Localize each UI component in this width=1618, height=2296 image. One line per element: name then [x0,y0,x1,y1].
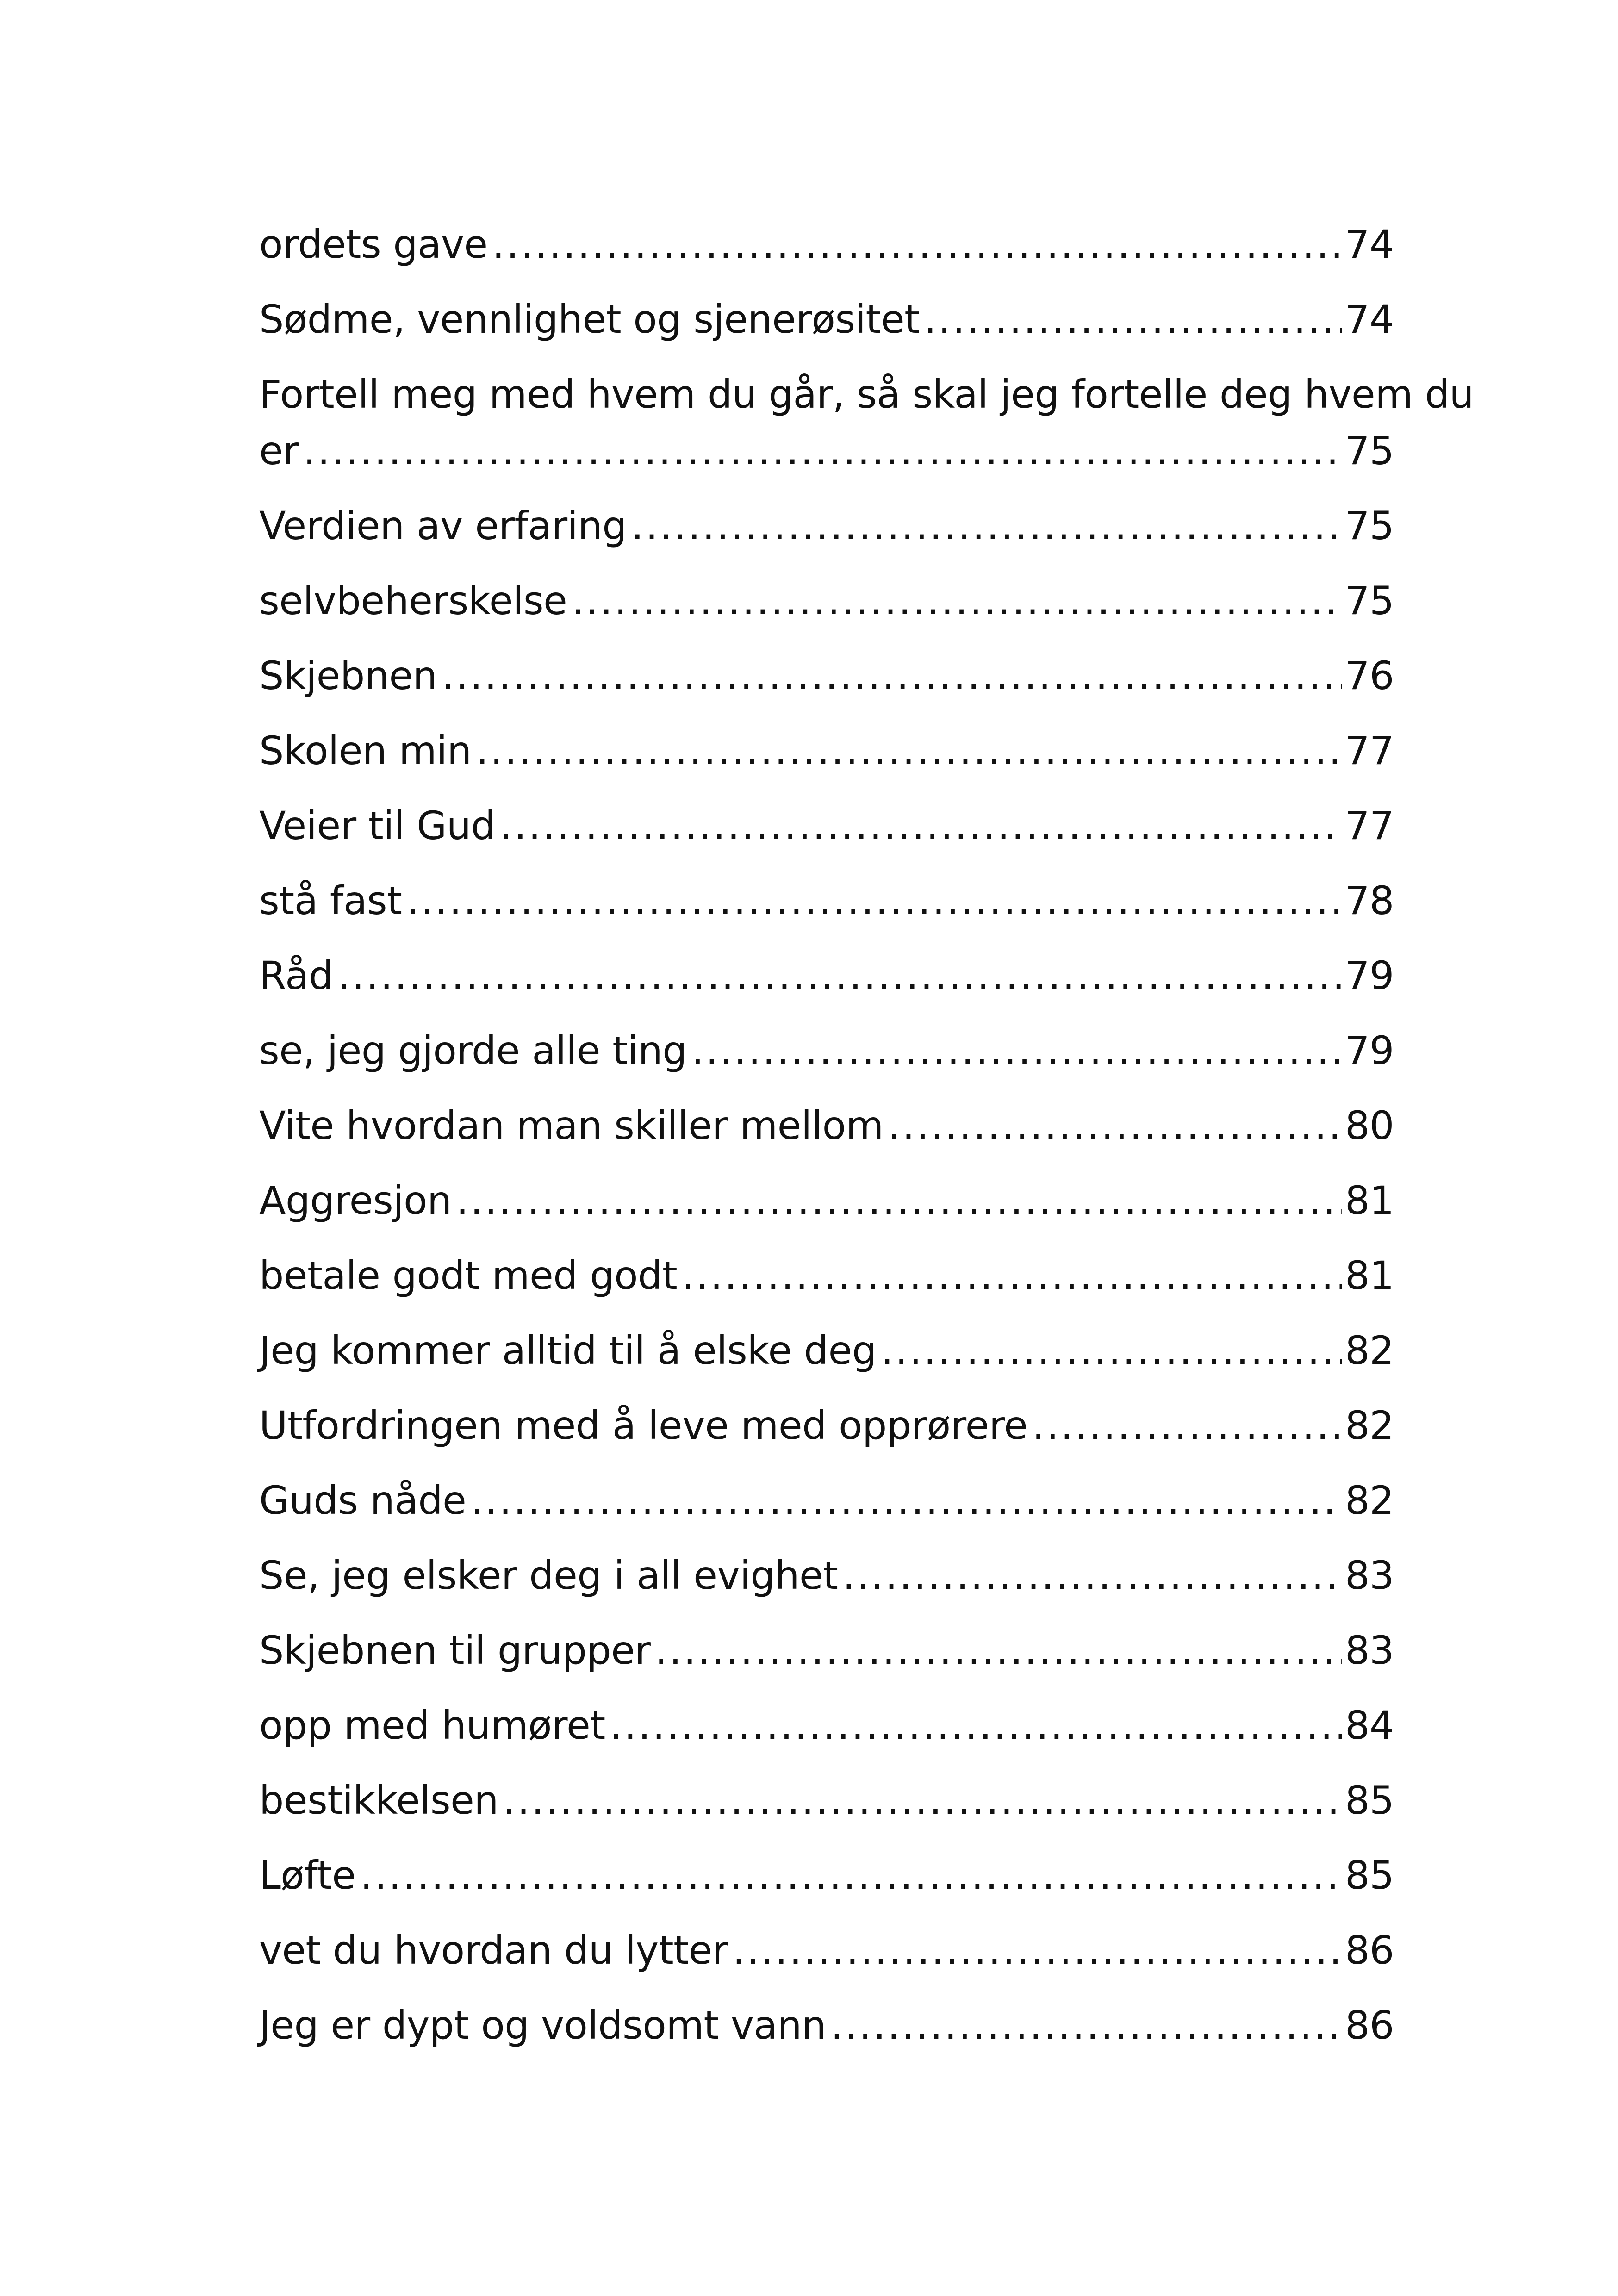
dot-leader [881,1318,1342,1383]
toc-entry[interactable] [259,362,1474,493]
dot-leader [303,418,1342,483]
toc-entry[interactable] [259,568,1394,643]
toc-entry-title: opp med humøret [259,1703,605,1748]
dot-leader [476,718,1342,783]
toc-entry-page: 83 [1345,1628,1394,1673]
toc-entry-page: 84 [1345,1703,1394,1748]
dot-leader [843,1543,1343,1608]
dot-leader [924,287,1343,352]
toc-entry-title: Skolen min [259,728,472,773]
toc-entry-page: 79 [1345,1028,1394,1073]
toc-entry[interactable] [259,643,1394,718]
toc-entry-title: se, jeg gjorde alle ting [259,1028,687,1073]
toc-entry[interactable] [259,1018,1394,1093]
toc-entry-title: Skjebnen til grupper [259,1628,651,1673]
toc-entry-page: 85 [1345,1853,1394,1898]
toc-entry-title: Aggresjon [259,1178,452,1223]
toc-entry[interactable] [259,493,1394,568]
toc-entry-title: stå fast [259,878,402,923]
toc-entry[interactable] [259,1468,1394,1543]
toc-entry-title: ordets gave [259,222,488,267]
dot-leader [407,868,1342,933]
toc-entry-title: Fortell meg med hvem du går, så skal jeg fortelle deg hvem du [259,372,1474,417]
toc-entry-title-continuation: er [259,428,299,473]
toc-entry-page: 81 [1345,1253,1394,1298]
dot-leader [492,212,1343,277]
dot-leader [456,1168,1342,1233]
toc-entry-page: 86 [1345,1928,1394,1973]
toc-entry[interactable] [259,287,1394,362]
dot-leader [442,643,1342,708]
dot-leader [500,793,1342,858]
toc-entry-page: 75 [1345,503,1394,548]
toc-entry-page: 80 [1345,1103,1394,1148]
toc-entry-page: 78 [1345,878,1394,923]
toc-entry-page: 86 [1345,2003,1394,2048]
dot-leader [471,1468,1342,1533]
toc-entry[interactable] [259,212,1394,287]
toc-entry[interactable] [259,718,1394,793]
toc-entry-page: 82 [1345,1478,1394,1523]
dot-leader [682,1243,1342,1308]
toc-entry[interactable] [259,1168,1394,1243]
toc-entry[interactable] [259,1618,1394,1693]
toc-entry-title: betale godt med godt [259,1253,678,1298]
toc-entry-title: Se, jeg elsker deg i all evighet [259,1553,838,1598]
toc-entry-title: Råd [259,953,333,998]
dot-leader [631,493,1342,558]
toc-entry[interactable] [259,793,1394,868]
toc-entry-page: 76 [1345,653,1394,698]
dot-leader [691,1018,1342,1083]
toc-entry-title: bestikkelsen [259,1778,499,1823]
toc-entry-page: 75 [1345,428,1394,473]
toc-entry-title: selvbeherskelse [259,578,567,623]
toc-entry[interactable] [259,1843,1394,1918]
toc-entry-title: Jeg kommer alltid til å elske deg [259,1328,877,1373]
toc-entry-title: Skjebnen [259,653,437,698]
toc-entry-title: Veier til Gud [259,803,496,848]
toc-entry-page: 82 [1345,1328,1394,1373]
dot-leader [888,1093,1342,1158]
toc-entry[interactable] [259,1993,1394,2068]
toc-entry[interactable] [259,1393,1394,1468]
toc-entry-page: 77 [1345,728,1394,773]
toc-entry-page: 74 [1345,222,1394,267]
dot-leader [733,1918,1342,1983]
table-of-contents [259,212,1474,2068]
dot-leader [610,1693,1342,1758]
toc-entry-title: Løfte [259,1853,356,1898]
dot-leader [572,568,1342,633]
toc-entry[interactable] [259,943,1394,1018]
toc-entry-title: vet du hvordan du lytter [259,1928,728,1973]
dot-leader [503,1768,1342,1833]
toc-entry-page: 85 [1345,1778,1394,1823]
toc-entry[interactable] [259,1543,1394,1618]
toc-entry[interactable] [259,1693,1394,1768]
toc-entry-title: Guds nåde [259,1478,467,1523]
toc-entry[interactable] [259,1093,1394,1168]
toc-entry[interactable] [259,1243,1394,1318]
toc-entry[interactable] [259,1318,1394,1393]
dot-leader [655,1618,1342,1683]
toc-entry-page: 77 [1345,803,1394,848]
toc-entry-page: 75 [1345,578,1394,623]
toc-entry[interactable] [259,1918,1394,1993]
dot-leader [831,1993,1342,2058]
toc-entry-title: Vite hvordan man skiller mellom [259,1103,884,1148]
toc-entry-page: 79 [1345,953,1394,998]
toc-entry-page: 82 [1345,1403,1394,1448]
toc-entry-page: 74 [1345,297,1394,342]
toc-entry-page: 83 [1345,1553,1394,1598]
toc-entry-title: Utfordringen med å leve med opprørere [259,1403,1028,1448]
toc-entry-title: Sødme, vennlighet og sjenerøsitet [259,297,920,342]
toc-entry[interactable] [259,1768,1394,1843]
toc-entry-page: 81 [1345,1178,1394,1223]
toc-entry[interactable] [259,868,1394,943]
dot-leader [1032,1393,1342,1458]
dot-leader [338,943,1342,1008]
toc-entry-title: Jeg er dypt og voldsomt vann [259,2003,826,2048]
toc-entry-title: Verdien av erfaring [259,503,627,548]
dot-leader [360,1843,1342,1908]
